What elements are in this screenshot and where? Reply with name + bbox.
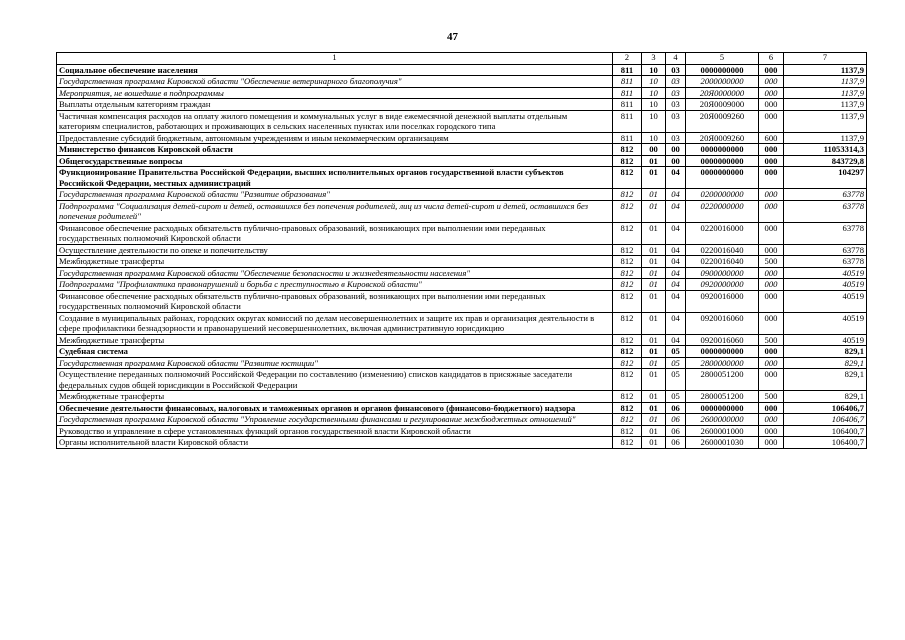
expense-type-cell: 000 xyxy=(759,110,784,132)
expense-type-cell: 500 xyxy=(759,256,784,268)
row-name-cell: Создание в муниципальных районах, городских округах комиссий по делам несовершеннолетних и защите их прав и организация деятельности в сфере профилактики безнадзорности и правонарушений несовершеннолетних, включая административную юрисдикцию xyxy=(57,312,613,334)
section-cell: 10 xyxy=(642,132,666,144)
admin-code-cell: 812 xyxy=(613,437,642,449)
amount-cell: 1137,9 xyxy=(784,99,867,111)
expense-type-cell: 000 xyxy=(759,369,784,391)
row-name-cell: Межбюджетные трансферты xyxy=(57,256,613,268)
admin-code-cell: 812 xyxy=(613,346,642,358)
subsection-cell: 03 xyxy=(666,132,686,144)
amount-cell: 829,1 xyxy=(784,369,867,391)
row-name-cell: Мероприятия, не вошедшие в подпрограммы xyxy=(57,87,613,99)
table-row xyxy=(57,357,867,369)
section-cell: 01 xyxy=(642,155,666,167)
subsection-cell: 00 xyxy=(666,144,686,156)
page-number: 47 xyxy=(447,31,458,43)
section-cell: 01 xyxy=(642,334,666,346)
target-article-cell: 2600000000 xyxy=(686,414,759,426)
expense-type-cell: 000 xyxy=(759,279,784,291)
admin-code-cell: 812 xyxy=(613,357,642,369)
admin-code-cell: 812 xyxy=(613,334,642,346)
amount-cell: 106400,7 xyxy=(784,425,867,437)
target-article-cell: 0000000000 xyxy=(686,167,759,189)
admin-code-cell: 811 xyxy=(613,110,642,132)
target-article-cell: 20Я0000000 xyxy=(686,87,759,99)
amount-cell: 829,1 xyxy=(784,391,867,403)
subsection-cell: 03 xyxy=(666,110,686,132)
table-row xyxy=(57,334,867,346)
subsection-cell: 04 xyxy=(666,189,686,201)
admin-code-cell: 812 xyxy=(613,155,642,167)
amount-cell: 40519 xyxy=(784,279,867,291)
expense-type-cell: 500 xyxy=(759,391,784,403)
section-cell: 01 xyxy=(642,391,666,403)
subsection-cell: 04 xyxy=(666,200,686,222)
row-name-cell: Государственная программа Кировской области "Обеспечение ветеринарного благополучия" xyxy=(57,76,613,88)
amount-cell: 40519 xyxy=(784,312,867,334)
header-cell: 6 xyxy=(759,53,784,65)
amount-cell: 1137,9 xyxy=(784,76,867,88)
target-article-cell: 0000000000 xyxy=(686,155,759,167)
admin-code-cell: 812 xyxy=(613,402,642,414)
table-row xyxy=(57,64,867,76)
target-article-cell: 0220016000 xyxy=(686,222,759,244)
subsection-cell: 03 xyxy=(666,64,686,76)
row-name-cell: Осуществление деятельности по опеке и попечительству xyxy=(57,244,613,256)
subsection-cell: 04 xyxy=(666,267,686,279)
table-row xyxy=(57,279,867,291)
admin-code-cell: 811 xyxy=(613,64,642,76)
admin-code-cell: 812 xyxy=(613,256,642,268)
table-row xyxy=(57,391,867,403)
subsection-cell: 06 xyxy=(666,437,686,449)
subsection-cell: 04 xyxy=(666,244,686,256)
expense-type-cell: 000 xyxy=(759,346,784,358)
section-cell: 01 xyxy=(642,414,666,426)
header-cell: 1 xyxy=(57,53,613,65)
row-name-cell: Подпрограмма "Профилактика правонарушений и борьба с преступностью в Кировской области" xyxy=(57,279,613,291)
subsection-cell: 05 xyxy=(666,391,686,403)
subsection-cell: 00 xyxy=(666,155,686,167)
admin-code-cell: 812 xyxy=(613,369,642,391)
row-name-cell: Осуществление переданных полномочий Российской Федерации по составлению (изменению) списков кандидатов в присяжные заседатели федеральных судов общей юрисдикции в Российской Федерации xyxy=(57,369,613,391)
amount-cell: 843729,8 xyxy=(784,155,867,167)
subsection-cell: 05 xyxy=(666,369,686,391)
table-row xyxy=(57,200,867,222)
amount-cell: 1137,9 xyxy=(784,132,867,144)
subsection-cell: 03 xyxy=(666,99,686,111)
section-cell: 01 xyxy=(642,346,666,358)
amount-cell: 40519 xyxy=(784,334,867,346)
target-article-cell: 0000000000 xyxy=(686,144,759,156)
target-article-cell: 0920016060 xyxy=(686,312,759,334)
admin-code-cell: 812 xyxy=(613,414,642,426)
expense-type-cell: 000 xyxy=(759,357,784,369)
header-cell: 3 xyxy=(642,53,666,65)
expense-type-cell: 000 xyxy=(759,290,784,312)
subsection-cell: 06 xyxy=(666,414,686,426)
table-row xyxy=(57,189,867,201)
amount-cell: 106400,7 xyxy=(784,437,867,449)
subsection-cell: 04 xyxy=(666,279,686,291)
target-article-cell: 0220016040 xyxy=(686,256,759,268)
admin-code-cell: 812 xyxy=(613,200,642,222)
section-cell: 10 xyxy=(642,64,666,76)
target-article-cell: 2000000000 xyxy=(686,76,759,88)
admin-code-cell: 812 xyxy=(613,244,642,256)
admin-code-cell: 812 xyxy=(613,222,642,244)
amount-cell: 11053314,3 xyxy=(784,144,867,156)
subsection-cell: 03 xyxy=(666,87,686,99)
amount-cell: 40519 xyxy=(784,290,867,312)
table-row xyxy=(57,132,867,144)
row-name-cell: Подпрограмма "Социализация детей-сирот и детей, оставшихся без попечения родителей, лиц из числа детей-сирот и детей, оставшихся без попечения родителей" xyxy=(57,200,613,222)
target-article-cell: 2600001000 xyxy=(686,425,759,437)
amount-cell: 106406,7 xyxy=(784,402,867,414)
row-name-cell: Руководство и управление в сфере установленных функций органов государственной власти Кировской области xyxy=(57,425,613,437)
target-article-cell: 0000000000 xyxy=(686,402,759,414)
subsection-cell: 04 xyxy=(666,334,686,346)
table-row xyxy=(57,437,867,449)
subsection-cell: 06 xyxy=(666,425,686,437)
amount-cell: 1137,9 xyxy=(784,64,867,76)
admin-code-cell: 812 xyxy=(613,144,642,156)
expense-type-cell: 000 xyxy=(759,402,784,414)
subsection-cell: 06 xyxy=(666,402,686,414)
header-cell: 2 xyxy=(613,53,642,65)
row-name-cell: Финансовое обеспечение расходных обязательств публично-правовых образований, возникающих при выполнении ими переданных государственных полномочий Кировской области xyxy=(57,290,613,312)
table-row xyxy=(57,155,867,167)
subsection-cell: 04 xyxy=(666,167,686,189)
admin-code-cell: 811 xyxy=(613,76,642,88)
row-name-cell: Межбюджетные трансферты xyxy=(57,334,613,346)
table-row xyxy=(57,312,867,334)
section-cell: 10 xyxy=(642,99,666,111)
expense-type-cell: 000 xyxy=(759,167,784,189)
subsection-cell: 04 xyxy=(666,312,686,334)
row-name-cell: Обеспечение деятельности финансовых, налоговых и таможенных органов и органов финансового (финансово-бюджетного) надзора xyxy=(57,402,613,414)
admin-code-cell: 812 xyxy=(613,279,642,291)
row-name-cell: Частичная компенсация расходов на оплату жилого помещения и коммунальных услуг в виде ежемесячной денежной выплаты отдельным категориям специалистов, работающих и проживающих в сельских населенных пунктах или поселках городского типа xyxy=(57,110,613,132)
target-article-cell: 0220016040 xyxy=(686,244,759,256)
table-row xyxy=(57,425,867,437)
target-article-cell: 0200000000 xyxy=(686,189,759,201)
section-cell: 10 xyxy=(642,87,666,99)
amount-cell: 829,1 xyxy=(784,357,867,369)
row-name-cell: Выплаты отдельным категориям граждан xyxy=(57,99,613,111)
amount-cell: 1137,9 xyxy=(784,87,867,99)
admin-code-cell: 811 xyxy=(613,87,642,99)
table-row xyxy=(57,167,867,189)
expense-type-cell: 000 xyxy=(759,155,784,167)
table-row xyxy=(57,256,867,268)
amount-cell: 1137,9 xyxy=(784,110,867,132)
admin-code-cell: 812 xyxy=(613,312,642,334)
header-cell: 4 xyxy=(666,53,686,65)
target-article-cell: 0900000000 xyxy=(686,267,759,279)
table-row xyxy=(57,87,867,99)
section-cell: 01 xyxy=(642,200,666,222)
admin-code-cell: 812 xyxy=(613,167,642,189)
table-row xyxy=(57,76,867,88)
row-name-cell: Судебная система xyxy=(57,346,613,358)
target-article-cell: 0000000000 xyxy=(686,346,759,358)
row-name-cell: Государственная программа Кировской области "Обеспечение безопасности и жизнедеятельности населения" xyxy=(57,267,613,279)
amount-cell: 63778 xyxy=(784,222,867,244)
subsection-cell: 05 xyxy=(666,357,686,369)
section-cell: 01 xyxy=(642,357,666,369)
table-row xyxy=(57,244,867,256)
section-cell: 01 xyxy=(642,290,666,312)
row-name-cell: Общегосударственные вопросы xyxy=(57,155,613,167)
row-name-cell: Государственная программа Кировской области "Управление государственными финансами и регулирование межбюджетных отношений" xyxy=(57,414,613,426)
subsection-cell: 04 xyxy=(666,222,686,244)
expense-type-cell: 000 xyxy=(759,267,784,279)
section-cell: 01 xyxy=(642,189,666,201)
amount-cell: 63778 xyxy=(784,244,867,256)
row-name-cell: Финансовое обеспечение расходных обязательств публично-правовых образований, возникающих при выполнении ими переданных государственных полномочий Кировской области xyxy=(57,222,613,244)
section-cell: 10 xyxy=(642,76,666,88)
target-article-cell: 0220000000 xyxy=(686,200,759,222)
table-row xyxy=(57,267,867,279)
admin-code-cell: 812 xyxy=(613,189,642,201)
expense-type-cell: 000 xyxy=(759,414,784,426)
amount-cell: 63778 xyxy=(784,189,867,201)
target-article-cell: 20Я0009000 xyxy=(686,99,759,111)
table-row xyxy=(57,346,867,358)
expense-type-cell: 000 xyxy=(759,200,784,222)
section-cell: 01 xyxy=(642,369,666,391)
row-name-cell: Социальное обеспечение населения xyxy=(57,64,613,76)
table-row xyxy=(57,144,867,156)
admin-code-cell: 812 xyxy=(613,290,642,312)
row-name-cell: Органы исполнительной власти Кировской области xyxy=(57,437,613,449)
subsection-cell: 05 xyxy=(666,346,686,358)
expense-type-cell: 000 xyxy=(759,99,784,111)
admin-code-cell: 812 xyxy=(613,267,642,279)
section-cell: 01 xyxy=(642,279,666,291)
section-cell: 01 xyxy=(642,267,666,279)
section-cell: 01 xyxy=(642,244,666,256)
section-cell: 01 xyxy=(642,256,666,268)
section-cell: 01 xyxy=(642,425,666,437)
header-cell: 5 xyxy=(686,53,759,65)
table-row xyxy=(57,402,867,414)
table-row xyxy=(57,222,867,244)
section-cell: 01 xyxy=(642,222,666,244)
section-cell: 01 xyxy=(642,402,666,414)
table-row xyxy=(57,290,867,312)
admin-code-cell: 812 xyxy=(613,391,642,403)
subsection-cell: 04 xyxy=(666,290,686,312)
row-name-cell: Функционирование Правительства Российской Федерации, высших исполнительных органов государственной власти субъектов Российской Федерации, местных администраций xyxy=(57,167,613,189)
target-article-cell: 2800000000 xyxy=(686,357,759,369)
table-row xyxy=(57,99,867,111)
expense-type-cell: 000 xyxy=(759,189,784,201)
section-cell: 01 xyxy=(642,167,666,189)
row-name-cell: Предоставление субсидий бюджетным, автономным учреждениям и иным некоммерческим организациям xyxy=(57,132,613,144)
budget-table xyxy=(56,52,867,449)
target-article-cell: 20Я0009260 xyxy=(686,110,759,132)
row-name-cell: Министерство финансов Кировской области xyxy=(57,144,613,156)
table-row xyxy=(57,110,867,132)
amount-cell: 104297 xyxy=(784,167,867,189)
section-cell: 00 xyxy=(642,144,666,156)
row-name-cell: Государственная программа Кировской области "Развитие юстиции" xyxy=(57,357,613,369)
target-article-cell: 2600001030 xyxy=(686,437,759,449)
row-name-cell: Государственная программа Кировской области "Развитие образования" xyxy=(57,189,613,201)
table-row xyxy=(57,369,867,391)
expense-type-cell: 000 xyxy=(759,76,784,88)
amount-cell: 106406,7 xyxy=(784,414,867,426)
header-row xyxy=(57,53,867,65)
subsection-cell: 03 xyxy=(666,76,686,88)
amount-cell: 829,1 xyxy=(784,346,867,358)
subsection-cell: 04 xyxy=(666,256,686,268)
target-article-cell: 0000000000 xyxy=(686,64,759,76)
expense-type-cell: 000 xyxy=(759,244,784,256)
amount-cell: 63778 xyxy=(784,256,867,268)
target-article-cell: 0920016000 xyxy=(686,290,759,312)
table-row xyxy=(57,414,867,426)
expense-type-cell: 000 xyxy=(759,312,784,334)
target-article-cell: 20Я0009260 xyxy=(686,132,759,144)
amount-cell: 40519 xyxy=(784,267,867,279)
target-article-cell: 2800051200 xyxy=(686,391,759,403)
header-cell: 7 xyxy=(784,53,867,65)
target-article-cell: 0920000000 xyxy=(686,279,759,291)
admin-code-cell: 811 xyxy=(613,132,642,144)
target-article-cell: 2800051200 xyxy=(686,369,759,391)
expense-type-cell: 000 xyxy=(759,87,784,99)
expense-type-cell: 000 xyxy=(759,437,784,449)
section-cell: 01 xyxy=(642,312,666,334)
expense-type-cell: 000 xyxy=(759,64,784,76)
expense-type-cell: 000 xyxy=(759,425,784,437)
expense-type-cell: 600 xyxy=(759,132,784,144)
section-cell: 10 xyxy=(642,110,666,132)
row-name-cell: Межбюджетные трансферты xyxy=(57,391,613,403)
admin-code-cell: 811 xyxy=(613,99,642,111)
expense-type-cell: 000 xyxy=(759,222,784,244)
amount-cell: 63778 xyxy=(784,200,867,222)
expense-type-cell: 500 xyxy=(759,334,784,346)
admin-code-cell: 812 xyxy=(613,425,642,437)
target-article-cell: 0920016060 xyxy=(686,334,759,346)
section-cell: 01 xyxy=(642,437,666,449)
expense-type-cell: 000 xyxy=(759,144,784,156)
